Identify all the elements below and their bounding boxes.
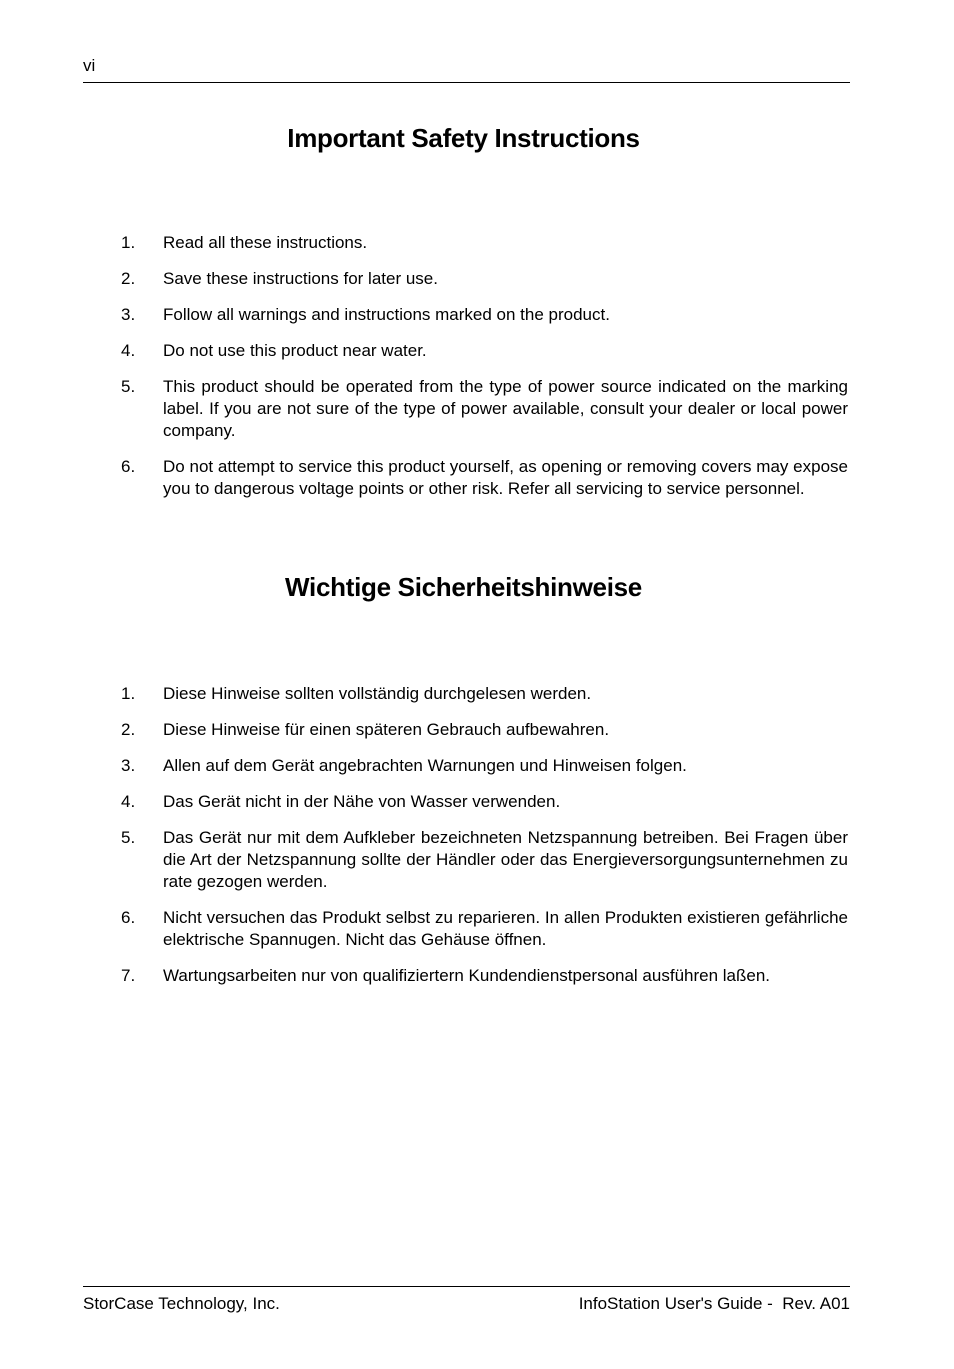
footer-company: StorCase Technology, Inc.	[83, 1294, 280, 1313]
item-number: 2.	[121, 720, 136, 739]
item-text: Diese Hinweise für einen späteren Gebrauch aufbewahren.	[163, 720, 610, 739]
item-text: Do not use this product near water.	[163, 341, 427, 360]
german-instructions-list	[121, 683, 848, 1001]
page-number: vi	[83, 56, 96, 75]
item-text: Read all these instructions.	[163, 233, 368, 252]
item-text: Das Gerät nur mit dem Aufkleber bezeichneten Netzspannung betreiben. Bei Fragen über die Art der Netzspannung sollte der Händler oder das Energieversorgungsunternehmen zu rate gezogen werden.	[163, 828, 848, 891]
list-item	[121, 719, 848, 741]
item-text: This product should be operated from the type of power source indicated on the marking label. If you are not sure of the type of power available, consult your dealer or local power company.	[163, 377, 848, 440]
list-item	[121, 376, 848, 442]
list-item	[121, 683, 848, 705]
item-text: Allen auf dem Gerät angebrachten Warnungen und Hinweisen folgen.	[163, 756, 687, 775]
item-number: 1.	[121, 233, 136, 252]
item-number: 2.	[121, 269, 136, 288]
item-text: Nicht versuchen das Produkt selbst zu reparieren. In allen Produkten existieren gefährliche elektrische Spannugen. Nicht das Gehäuse öffnen.	[163, 908, 848, 949]
item-text: Wartungsarbeiten nur von qualifiziertern Kundendienstpersonal ausführen laßen.	[163, 966, 771, 985]
list-item	[121, 232, 848, 254]
item-text: Diese Hinweise sollten vollständig durchgelesen werden.	[163, 684, 592, 703]
list-item	[121, 304, 848, 326]
english-instructions-list	[121, 232, 848, 514]
header-rule	[83, 82, 850, 83]
footer-rule	[83, 1286, 850, 1287]
english-section-title: Important Safety Instructions	[287, 123, 640, 153]
item-number: 6.	[121, 908, 136, 927]
list-item	[121, 268, 848, 290]
item-number: 3.	[121, 756, 136, 775]
list-item	[121, 827, 848, 893]
item-text: Save these instructions for later use.	[163, 269, 438, 288]
item-number: 3.	[121, 305, 136, 324]
list-item	[121, 965, 848, 987]
item-number: 5.	[121, 377, 136, 396]
item-number: 4.	[121, 792, 136, 811]
item-text: Das Gerät nicht in der Nähe von Wasser verwenden.	[163, 792, 561, 811]
item-number: 6.	[121, 457, 136, 476]
footer-document-info: InfoStation User's Guide - Rev. A01	[578, 1294, 850, 1313]
list-item	[121, 456, 848, 500]
list-item	[121, 791, 848, 813]
item-number: 1.	[121, 684, 136, 703]
item-number: 7.	[121, 966, 136, 985]
list-item	[121, 755, 848, 777]
list-item	[121, 340, 848, 362]
item-number: 4.	[121, 341, 136, 360]
list-item	[121, 907, 848, 951]
item-text: Do not attempt to service this product yourself, as opening or removing covers may expose you to dangerous voltage points or other risk. Refer all servicing to service personnel.	[163, 457, 848, 498]
item-number: 5.	[121, 828, 136, 847]
german-section-title: Wichtige Sicherheitshinweise	[285, 572, 642, 602]
item-text: Follow all warnings and instructions marked on the product.	[163, 305, 610, 324]
